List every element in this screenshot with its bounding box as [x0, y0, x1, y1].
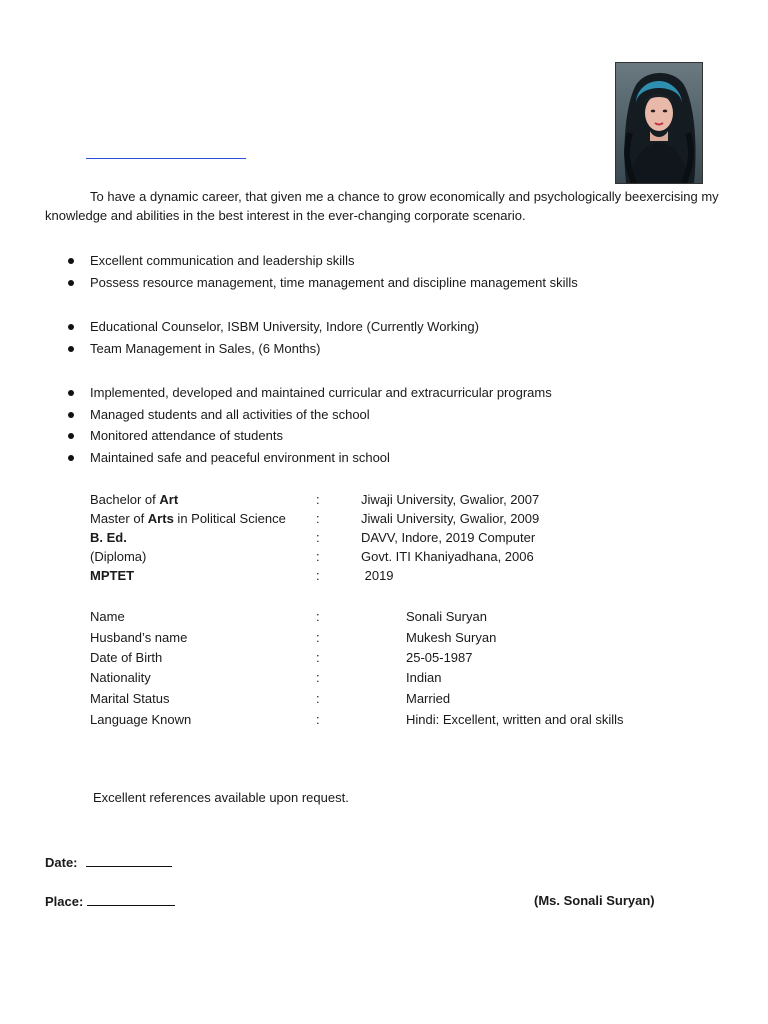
list-item	[64, 425, 552, 447]
bullet-icon	[68, 390, 74, 396]
institution: 2019	[361, 568, 394, 583]
list-item	[64, 338, 479, 360]
separator: :	[316, 691, 320, 706]
responsibility-text: Maintained safe and peaceful environment in school	[90, 449, 390, 465]
responsibilities-list	[64, 382, 552, 468]
email-link-underline[interactable]	[86, 158, 246, 159]
separator: :	[316, 712, 320, 727]
field-label: Nationality	[90, 670, 151, 685]
separator: :	[316, 549, 320, 564]
degree: Master of Arts in Political Science	[90, 511, 286, 526]
degree: MPTET	[90, 568, 135, 583]
field-label: Husband’s name	[90, 630, 188, 645]
field-value: 25-05-1987	[406, 650, 473, 665]
list-item	[64, 316, 479, 338]
field-label: Marital Status	[90, 691, 170, 706]
date-field	[45, 854, 172, 870]
field-label: Date of Birth	[90, 650, 163, 665]
date-label: Date:	[45, 855, 78, 870]
field-label: Name	[90, 609, 125, 624]
field-value: Mukesh Suryan	[406, 630, 497, 645]
place-field	[45, 893, 175, 909]
separator: :	[316, 511, 320, 526]
degree: (Diploma)	[90, 549, 147, 564]
field-label: Language Known	[90, 712, 192, 727]
field-value: Sonali Suryan	[406, 609, 487, 624]
place-label: Place:	[45, 894, 84, 909]
list-item	[64, 272, 578, 294]
place-blank-line[interactable]	[87, 893, 175, 906]
bullet-icon	[68, 258, 74, 264]
list-item	[64, 250, 578, 272]
institution: Jiwaji University, Gwalior, 2007	[361, 492, 540, 507]
bullet-icon	[68, 433, 74, 439]
separator: :	[316, 650, 320, 665]
signature-name: (Ms. Sonali Suryan)	[534, 893, 655, 908]
degree: Bachelor of Art	[90, 492, 179, 507]
responsibility-text: Managed students and all activities of the school	[90, 406, 370, 422]
career-objective: To have a dynamic career, that given me a chance to grow economically and psychologically beexercising my knowledge and abilities in the best interest in the ever-changing corporate scenario.	[45, 189, 719, 223]
responsibility-text: Monitored attendance of students	[90, 428, 283, 443]
field-value: Married	[406, 691, 451, 706]
experience-text: Team Management in Sales, (6 Months)	[90, 340, 321, 356]
date-blank-line[interactable]	[86, 854, 172, 867]
list-item	[64, 382, 552, 404]
separator: :	[316, 630, 320, 645]
references-text: Excellent references available upon request.	[93, 790, 349, 805]
list-item	[64, 447, 552, 469]
institution: Jiwali University, Gwalior, 2009	[361, 511, 540, 526]
institution: DAVV, Indore, 2019 Computer	[361, 530, 536, 545]
separator: :	[316, 530, 320, 545]
separator: :	[316, 670, 320, 685]
skills-list	[64, 250, 578, 293]
bullet-icon	[68, 346, 74, 352]
bullet-icon	[68, 412, 74, 418]
list-item	[64, 404, 552, 426]
separator: :	[316, 609, 320, 624]
responsibility-text: Implemented, developed and maintained curricular and extracurricular programs	[90, 385, 552, 400]
field-value: Hindi: Excellent, written and oral skills	[406, 712, 624, 727]
bullet-icon	[68, 280, 74, 286]
skill-text: Excellent communication and leadership skills	[90, 253, 355, 268]
bullet-icon	[68, 455, 74, 461]
separator: :	[316, 568, 320, 583]
profile-photo	[615, 62, 703, 184]
institution: Govt. ITI Khaniyadhana, 2006	[361, 549, 534, 564]
experience-text: Educational Counselor, ISBM University, Indore (Currently Working)	[90, 319, 479, 334]
experience-list	[64, 316, 479, 359]
bullet-icon	[68, 324, 74, 330]
separator: :	[316, 492, 320, 507]
degree: B. Ed.	[90, 530, 127, 545]
skill-text: Possess resource management, time management and discipline management skills	[90, 274, 578, 290]
field-value: Indian	[406, 670, 442, 685]
portrait-image	[616, 63, 702, 183]
